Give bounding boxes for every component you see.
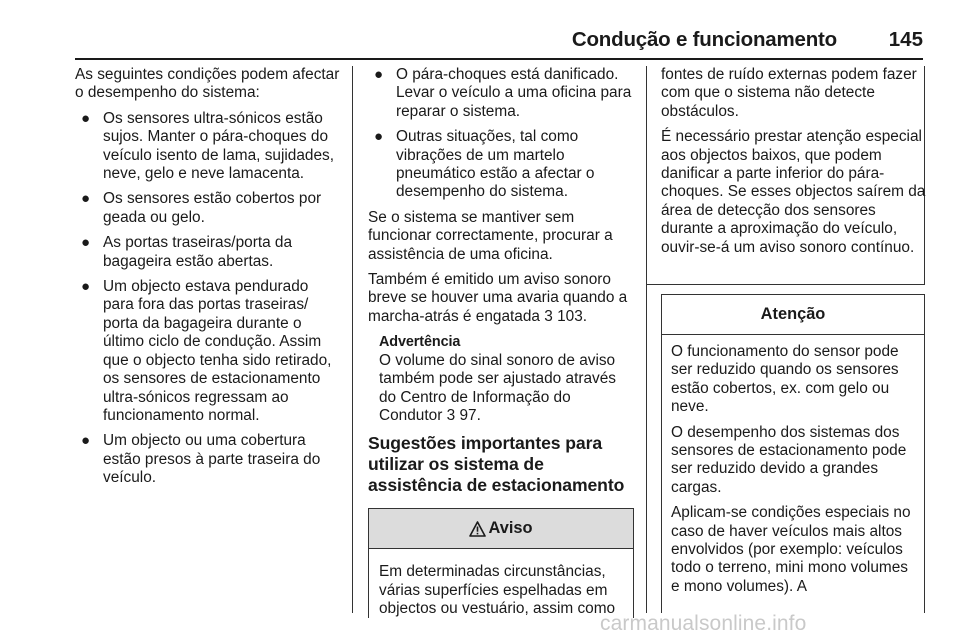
section-title: Condução e funcionamento — [571, 28, 837, 51]
subheading: Sugestões importantes para utilizar os sistema de assistência de estacionamento — [368, 433, 625, 495]
header-rule — [75, 58, 923, 60]
warning-box-title: Aviso — [488, 519, 533, 538]
list-item: ● Os sensores estão cobertos por geada ou gelo. — [81, 190, 322, 226]
list-item: ● Outras situações, tal como vibrações de um martelo pneumático estão a afectar o desempenho do sistema. — [374, 128, 595, 201]
list-item: ● Os sensores ultra-sónicos estão sujos. Manter o pára-choques do veículo isento de lama, sujidades, neve, gelo e neve lamacenta. — [81, 109, 334, 183]
page-ref-arrow-icon: 3 — [544, 307, 553, 325]
warning-triangle-icon — [469, 521, 486, 537]
bullet-icon: ● — [374, 128, 384, 146]
attention-paragraph: Aplicam-se condições especiais no caso de haver veículos mais altos envolvidos (por exemplo: veículos todo o terreno, mini mono volumes e mono volumes). A — [671, 504, 911, 595]
list-item: ● As portas traseiras/porta da bagageira estão abertas. — [81, 234, 293, 270]
bullet-icon: ● — [81, 234, 91, 252]
low-objects-paragraph: É necessário prestar atenção especial aos objectos baixos, que podem danificar a parte inferior do pára-choques. Se esses objectos saírem da área de detecção dos sensores durante a aproximação do veículo, ouvir-se-á um aviso sonoro contínuo. — [661, 128, 926, 256]
watermark: carmanualsonline.info — [600, 612, 807, 635]
note-text: O volume do sinal sonoro de aviso também pode ser ajustado através do Centro de Informação do Condutor 3 97. — [379, 351, 616, 424]
bullet-icon: ● — [81, 190, 91, 208]
warning-box — [368, 508, 634, 618]
warning-box-header — [369, 509, 633, 549]
noise-paragraph: fontes de ruído externas podem fazer com que o sistema não detecte obstáculos. — [661, 66, 917, 120]
bullet-icon: ● — [81, 109, 91, 127]
workshop-paragraph: Se o sistema se mantiver sem funcionar correctamente, procurar a assistência de uma oficina. — [368, 208, 613, 263]
reverse-gear-paragraph: Também é emitido um aviso sonoro breve se houver uma avaria quando a marcha-atrás é engatada 3 103. — [368, 271, 628, 325]
attention-box-body — [662, 335, 924, 596]
column-divider-1 — [352, 66, 353, 613]
attention-box-header — [662, 295, 924, 335]
page-header — [75, 28, 923, 58]
list-item: ● Um objecto estava pendurado para fora das portas traseiras/ porta da bagageira durante o último ciclo de condução. Assim que o objecto tenha sido retirado, os sensores de estacionamento ultra-sónicos regressam ao funcionamento normal. — [81, 278, 332, 424]
attention-box — [661, 294, 925, 613]
conditions-list — [75, 110, 341, 488]
column-2 — [368, 66, 634, 618]
page-ref[interactable]: 103. — [557, 307, 588, 325]
list-item: ● Um objecto ou uma cobertura estão presos à parte traseira do veículo. — [81, 432, 321, 487]
attention-paragraph: O funcionamento do sensor pode ser reduzido quando os sensores estão cobertos, ex. com gelo ou neve. — [671, 343, 899, 416]
column-1 — [75, 66, 341, 495]
page-ref[interactable]: 97. — [459, 406, 481, 424]
list-item: ● O pára-choques está danificado. Levar o veículo a uma oficina para reparar o sistema. — [374, 66, 632, 120]
attention-box-title: Atenção — [760, 305, 826, 324]
page-ref-arrow-icon: 3 — [446, 406, 456, 424]
warning-box-body: Em determinadas circunstâncias, várias superfícies espelhadas em objectos ou vestuário, assim como — [379, 563, 616, 617]
bullet-icon: ● — [374, 66, 384, 83]
bullet-icon: ● — [81, 432, 91, 450]
column3-rule — [646, 284, 925, 285]
note-title: Advertência — [379, 334, 461, 351]
page-number: 145 — [888, 28, 923, 51]
conditions-list-cont — [368, 66, 634, 202]
attention-paragraph: O desempenho dos sistemas dos sensores de estacionamento pode ser reduzido devido a grandes cargas. — [671, 423, 907, 496]
column-divider-2 — [646, 66, 647, 613]
note-block — [368, 333, 634, 425]
column-3 — [661, 66, 926, 264]
bullet-icon: ● — [81, 278, 91, 296]
intro-paragraph: As seguintes condições podem afectar o desempenho do sistema: — [75, 66, 340, 102]
